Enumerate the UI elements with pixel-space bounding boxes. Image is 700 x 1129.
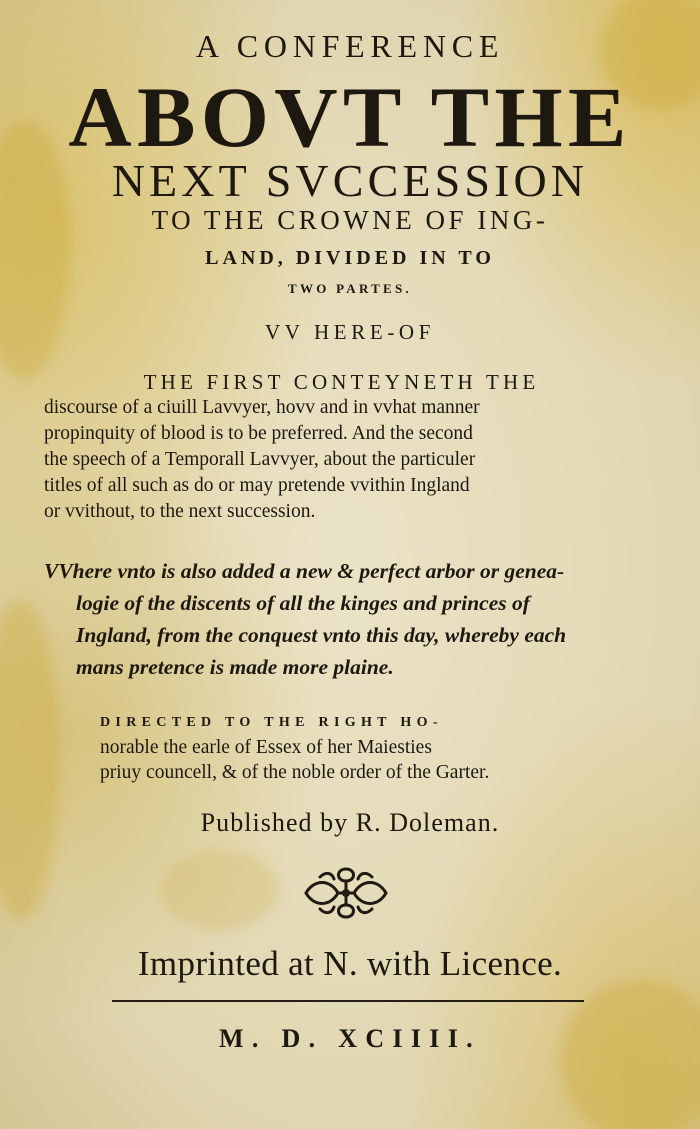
title-line-1: A CONFERENCE bbox=[195, 28, 505, 64]
title-line-3: NEXT SVCCESSION bbox=[111, 155, 589, 206]
paper-stain bbox=[160, 850, 280, 930]
genealogy-description bbox=[44, 555, 639, 683]
imprint-line: Imprinted at N. with Licence. bbox=[137, 944, 563, 983]
dedication bbox=[100, 710, 630, 785]
title-line-7: VV HERE-OF bbox=[264, 320, 436, 344]
title-line-5: LAND, DIVIDED IN TO bbox=[205, 247, 495, 269]
genealogy-line: mans pretence is made more plaine. bbox=[76, 655, 394, 679]
publication-date: M. D. XCIIII. bbox=[218, 1024, 481, 1053]
dedication-line: priuy councell, & of the noble order of the Garter. bbox=[100, 762, 490, 783]
dedication-lead: DIRECTED TO THE RIGHT HO- bbox=[100, 715, 443, 730]
genealogy-line: VVhere vnto is also added a new & perfect arbor or genea- bbox=[44, 559, 565, 583]
title-line-6: TWO PARTES. bbox=[288, 281, 412, 296]
genealogy-line: logie of the discents of all the kinges and princes of bbox=[76, 591, 530, 615]
paper-stain bbox=[560, 980, 700, 1129]
dedication-line: norable the earle of Essex of her Maiesties bbox=[100, 737, 432, 758]
first-part-line: titles of all such as do or may pretende vvithin Ingland bbox=[44, 475, 470, 496]
first-part-description bbox=[44, 369, 639, 525]
title-line-4: TO THE CROWNE OF ING- bbox=[151, 205, 549, 235]
first-part-line: the speech of a Temporall Lavvyer, about the particuler bbox=[44, 449, 476, 470]
first-part-line: propinquity of blood is to be preferred. And the second bbox=[44, 423, 473, 444]
first-part-line: discourse of a ciuill Lavvyer, hovv and in vvhat manner bbox=[44, 397, 480, 418]
first-part-line: or vvithout, to the next succession. bbox=[44, 501, 316, 522]
printers-ornament-icon bbox=[300, 865, 392, 921]
horizontal-rule bbox=[112, 1000, 584, 1002]
title-line-2: ABOVT THE bbox=[68, 69, 632, 165]
first-part-lead: THE FIRST CONTEYNETH THE bbox=[143, 370, 540, 394]
genealogy-line: Ingland, from the conquest vnto this day, whereby each bbox=[76, 623, 567, 647]
publisher-line: Published by R. Doleman. bbox=[200, 808, 500, 837]
